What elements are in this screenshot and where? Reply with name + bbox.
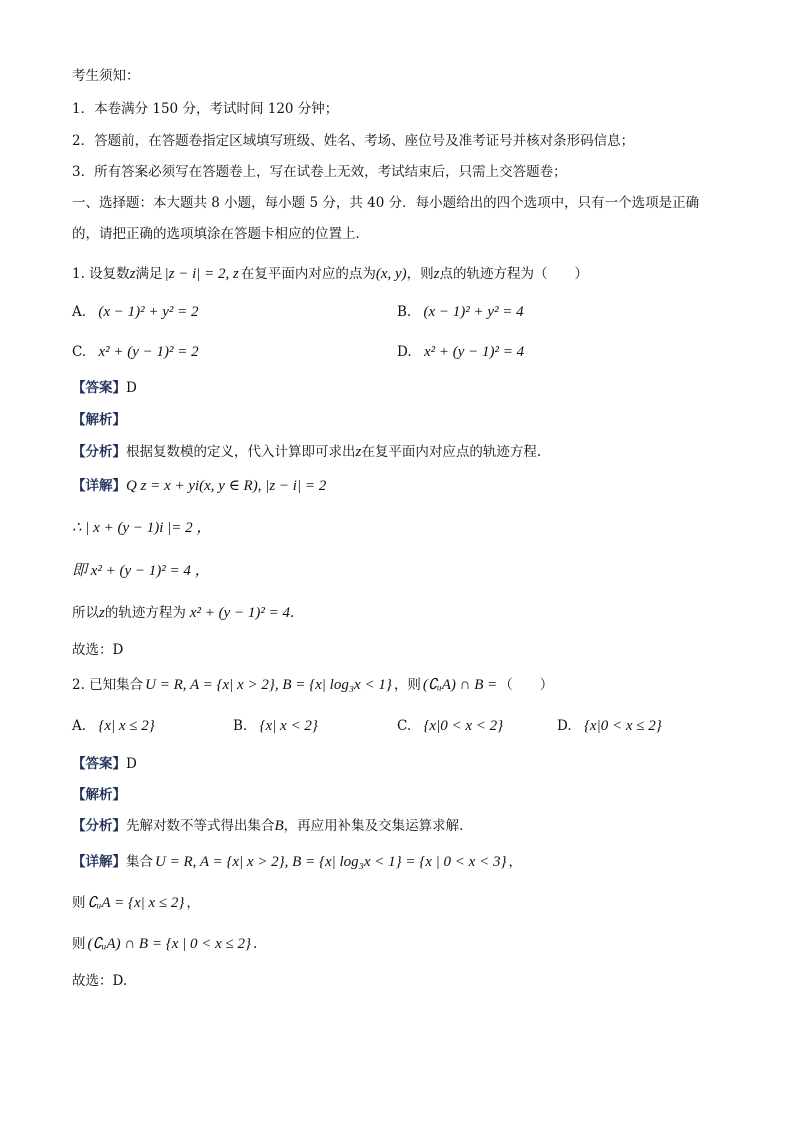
q1-detail: 【详解】Q z = x + yi(x, y ∈ R), |z − i| = 2 [72, 478, 327, 494]
q2-step-2: 则 (∁ᵤA) ∩ B = {x | 0 < x ≤ 2} . [72, 936, 258, 952]
q2-answer: 【答案】D [72, 756, 137, 772]
q2-analysis-tag: 【解析】 [72, 787, 126, 803]
q1-option-c: C. x² + (y − 1)² = 2 [72, 344, 199, 360]
q1-choose: 故选：D [72, 642, 124, 658]
section-instructions-line2: 的，请把正确的选项填涂在答题卡相应的位置上． [72, 226, 369, 242]
q1-answer: 【答案】D [72, 380, 137, 396]
notice-heading: 考生须知： [72, 68, 140, 84]
q1-step-1: ∴ | x + (y − 1)i |= 2 ， [72, 520, 212, 536]
q1-step-2: 即 x² + (y − 1)² = 4 ， [72, 563, 210, 579]
q1-fenxi: 【分析】根据复数模的定义，代入计算即可求出z在复平面内对应点的轨迹方程. [72, 444, 542, 460]
question-2-stem: 2. 已知集合 U = R, A = {x| x > 2}, B = {x| log₃x < 1} ，则 (∁ᵤA) ∩ B = （ ） [72, 677, 554, 693]
notice-item-1: 1．本卷满分 150 分，考试时间 120 分钟； [72, 101, 339, 117]
q2-fenxi: 【分析】先解对数不等式得出集合B，再应用补集及交集运算求解. [72, 818, 464, 834]
q2-detail: 【详解】集合 U = R, A = {x| x > 2}, B = {x| log₃x < 1} = {x | 0 < x < 3} ， [72, 854, 522, 870]
q1-analysis-tag: 【解析】 [72, 412, 126, 428]
q2-step-1: 则 ∁ᵤA = {x| x ≤ 2} ， [72, 895, 200, 911]
q1-option-d: D. x² + (y − 1)² = 4 [397, 344, 525, 360]
q2-option-c: C. {x|0 < x < 2} [397, 718, 504, 734]
q2-option-b: B. {x| x < 2} [233, 718, 318, 734]
question-1-stem: 1. 设复数z满足 |z − i| = 2, z 在复平面内对应的点为(x, y)，则z点的轨迹方程为（ ） [72, 266, 589, 282]
q1-option-b: B. (x − 1)² + y² = 4 [397, 304, 524, 320]
q1-step-3: 所以z的轨迹方程为 x² + (y − 1)² = 4. [72, 605, 295, 621]
q2-choose: 故选：D. [72, 973, 128, 989]
notice-item-2: 2．答题前，在答题卷指定区域填写班级、姓名、考场、座位号及准考证号并核对条形码信息； [72, 133, 635, 149]
q2-option-d: D. {x|0 < x ≤ 2} [557, 718, 662, 734]
q2-option-a: A. {x| x ≤ 2} [72, 718, 155, 734]
q1-option-a: A. (x − 1)² + y² = 2 [72, 304, 199, 320]
notice-item-3: 3．所有答案必须写在答题卷上，写在试卷上无效，考试结束后，只需上交答题卷； [72, 164, 567, 180]
section-instructions-line1: 一、选择题：本大题共 8 小题，每小题 5 分，共 40 分．每小题给出的四个选项中，只有一个选项是正确 [72, 195, 700, 211]
